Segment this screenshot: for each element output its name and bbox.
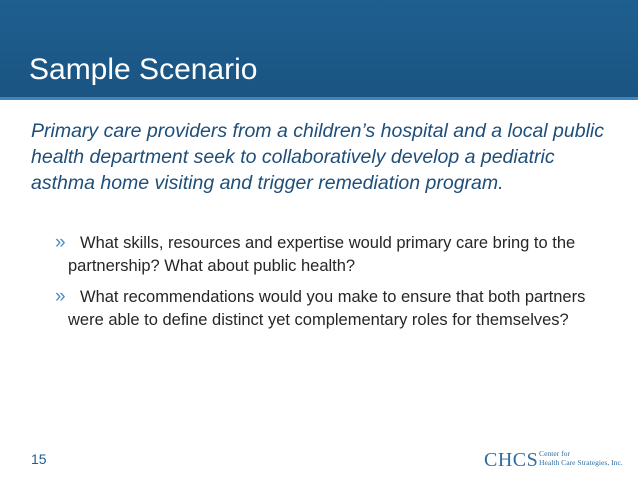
question-text: What recommendations would you make to ensure that both partners were able to define distinct yet complementary roles for themselves? xyxy=(68,288,586,329)
logo-subtitle-line: Center for xyxy=(539,449,570,458)
logo-mark: CHCS xyxy=(484,449,539,471)
question-list xyxy=(48,232,588,340)
question-text: What skills, resources and expertise would primary care bring to the partnership? What about public health? xyxy=(68,234,576,275)
title-banner xyxy=(0,0,638,100)
slide-title: Sample Scenario xyxy=(29,53,258,86)
question-item xyxy=(48,232,588,278)
chcs-logo xyxy=(484,448,624,472)
bullet-chevron-icon: » xyxy=(55,232,66,253)
logo-subtitle-line: Health Care Strategies, Inc. xyxy=(539,458,623,467)
logo-subtitle xyxy=(539,449,629,467)
bullet-chevron-icon: » xyxy=(55,286,66,307)
page-number: 15 xyxy=(31,451,47,467)
title-banner-rule xyxy=(0,97,638,100)
scenario-intro: Primary care providers from a children’s hospital and a local public health department seek to collaboratively develop a pediatric asthma home visiting and trigger remediation program. xyxy=(31,120,604,194)
question-item xyxy=(48,286,588,332)
